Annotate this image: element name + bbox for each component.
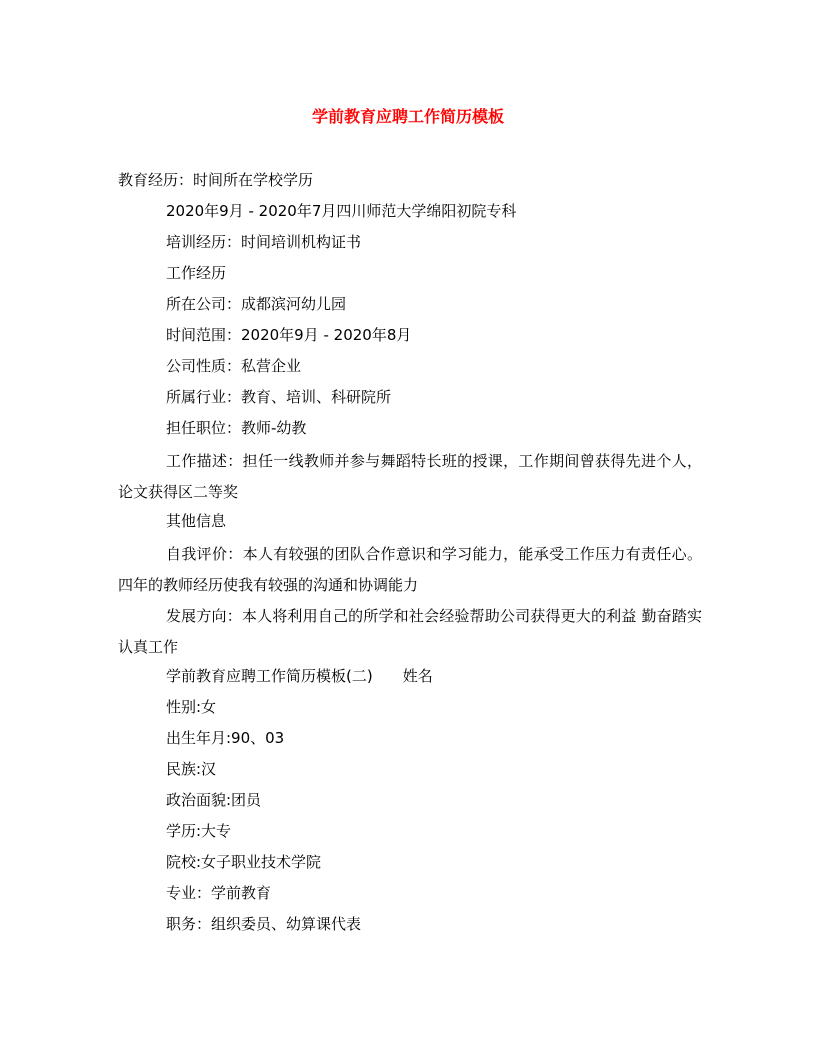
paragraph-time-range: 时间范围：2020年9月 - 2020年8月 <box>166 326 412 344</box>
paragraph-work-description: 工作描述：担任一线教师并参与舞蹈特长班的授课，工作期间曾获得先进个人，论文获得区二等奖 <box>118 452 702 501</box>
name-field-label: 姓名 <box>402 667 433 685</box>
field-duty: 职务：组织委员、幼算课代表 <box>166 915 362 933</box>
paragraph-work-heading: 工作经历 <box>166 264 227 282</box>
paragraph-education-detail: 2020年9月 - 2020年7月四川师范大学绵阳初院专科 <box>166 202 517 220</box>
paragraph-company: 所在公司：成都滨河幼儿园 <box>166 295 347 313</box>
paragraph-training: 培训经历：时间培训机构证书 <box>166 233 362 251</box>
second-title-line <box>118 663 702 694</box>
paragraph-company-type: 公司性质：私营企业 <box>166 357 302 375</box>
paragraph-position: 担任职位：教师-幼教 <box>166 419 307 437</box>
second-title: 学前教育应聘工作简历模板(二) <box>166 667 373 685</box>
paragraph-self-evaluation: 自我评价：本人有较强的团队合作意识和学习能力，能承受工作压力有责任心。四年的教师经历使我有较强的沟通和协调能力 <box>118 545 702 594</box>
document-body <box>118 167 702 942</box>
document-title: 学前教育应聘工作简历模板 <box>311 107 504 126</box>
paragraph-industry: 所属行业：教育、培训、科研院所 <box>166 388 392 406</box>
paragraph-education: 教育经历：时间所在学校学历 <box>118 171 314 189</box>
field-political-status: 政治面貌:团员 <box>166 791 262 809</box>
field-birth: 出生年月:90、03 <box>166 729 285 747</box>
paragraph-other-info: 其他信息 <box>166 512 227 530</box>
paragraph-development: 发展方向：本人将利用自己的所学和社会经验帮助公司获得更大的利益 勤奋踏实认真工作 <box>118 607 702 656</box>
field-major: 专业：学前教育 <box>166 884 272 902</box>
field-ethnicity: 民族:汉 <box>166 760 217 778</box>
field-school: 院校:女子职业技术学院 <box>166 853 322 871</box>
field-gender: 性别:女 <box>166 698 217 716</box>
field-education-level: 学历:大专 <box>166 822 232 840</box>
